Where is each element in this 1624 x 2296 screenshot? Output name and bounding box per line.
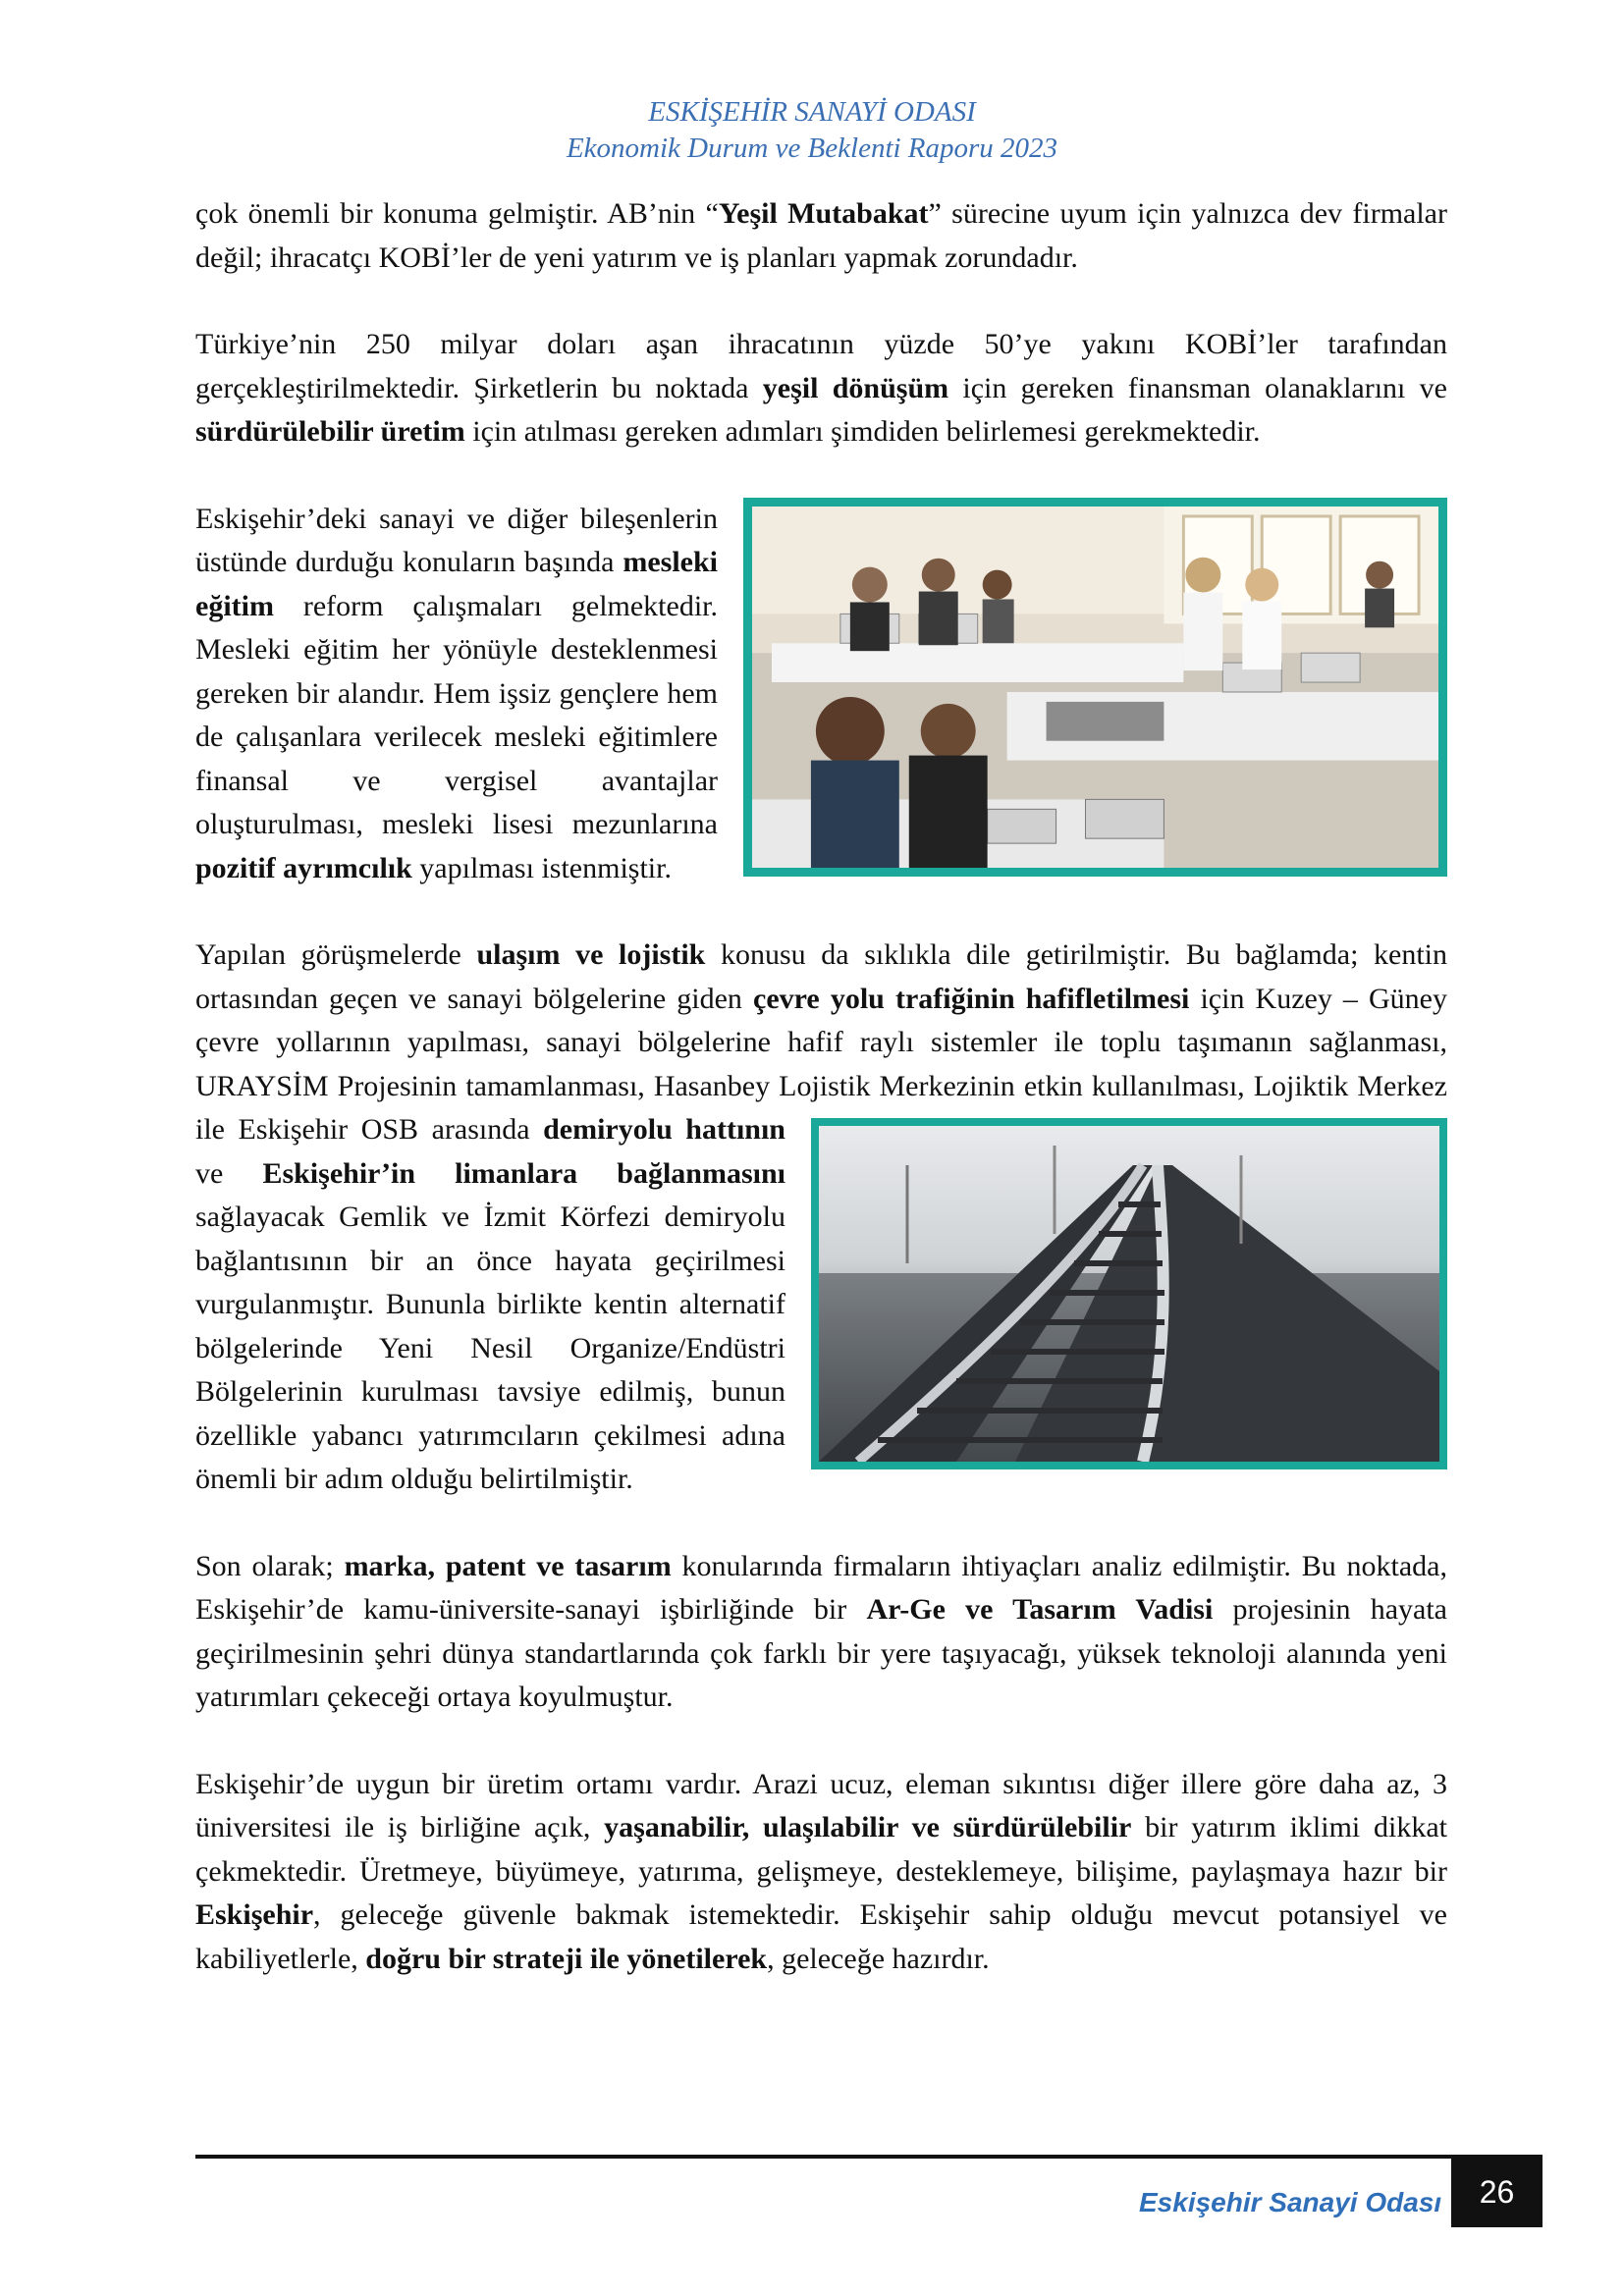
paragraph-conclusion: Eskişehir’de uygun bir üretim ortamı vardır. Arazi ucuz, eleman sıkıntısı diğer illere göre daha az, 3 üniversitesi ile iş birliğine açık, yaşanabilir, ulaşılabilir ve sürdürülebilir bir yatırım iklimi dikkat çekmektedir. Üretmeye, büyümeye, yatırıma, gelişmeye, desteklemeye, bilişime, paylaşmaya hazır bir Eskişehir, geleceğe güvenle bakmak istemektedir. Eskişehir sahip olduğu mevcut potansiyel ve kabiliyetlerle, doğru bir strateji ile yönetilerek, geleceğe hazırdır. — [195, 1767, 1448, 1975]
paragraph-vocational-training: Eskişehir’deki sanayi ve diğer bileşenlerin üstünde durduğu konuların başında mesleki eğitim reform çalışmaları gelmektedir. Mesleki eğitim her yönüyle desteklenmesi gereken bir alandır. Hem işsiz gençlere hem de çalışanlara verilecek mesleki eğitimlere finansal ve vergisel avantajlar oluşturulması, mesleki lisesi mezunlarına pozitif ayrımcılık yapılması istenmiştir. — [195, 498, 1447, 891]
paragraph-transport-logistics: Yapılan görüşmelerde ulaşım ve lojistik konusu da sıklıkla dile getirilmiştir. Bu bağlamda; kentin ortasından geçen ve sanayi bölgelerine giden çevre yolu trafiğinin hafifletilmesi için Kuzey – Güney çevre yollarının yapılması, sanayi bölgelerine hafif raylı sistemler ile toplu taşımanın sağlanması, URAYSİM Projesinin tamamlanması, Hasanbey Lojistik Merkezinin etkin kullanılması, Lojiktik Merkez ile Eskişehir OSB arasında demiryolu hattının ve Eskişehir’in limanlara bağlanmasını sağlayacak Gemlik ve İzmit Körfezi demiryolu bağlantısının bir an önce hayata geçirilmesi vurgulanmıştır. Bununla birlikte kentin alternatif bölgelerinde Yeni Nesil Organize/Endüstri Bölgelerinin kurulması tavsiye edilmiş, bunun özellikle yabancı yatırımcıların çekilmesi adına önemli bir adım olduğu belirtilmiştir. — [195, 938, 1448, 1495]
header-report-title: Ekonomik Durum ve Beklenti Raporu 2023 — [566, 133, 1058, 164]
classroom-photo — [743, 498, 1447, 877]
page-number: 26 — [1451, 2157, 1543, 2227]
page-header — [0, 94, 1624, 167]
header-org-name: ESKİŞEHİR SANAYİ ODASI — [648, 96, 976, 128]
paragraph-brand-patent: Son olarak; marka, patent ve tasarım konularında firmaların ihtiyaçları analiz edilmiştir. Bu noktada, Eskişehir’de kamu-üniversite-sanayi işbirliğinde bir Ar-Ge ve Tasarım Vadisi projesinin hayata geçirilmesinin şehri dünya standartlarında çok farklı bir yere taşıyacağı, yüksek teknoloji alanında yeni yatırımları çekeceği ortaya koyulmuştur. — [195, 1549, 1447, 1713]
main-content — [195, 192, 1447, 2024]
footer-org-name: Eskişehir Sanayi Odası — [1139, 2187, 1442, 2217]
paragraph-sme-exports: Türkiye’nin 250 milyar doları aşan ihracatının yüzde 50’ye yakını KOBİ’ler tarafından gerçekleştirilmektedir. Şirketlerin bu noktada yeşil dönüşüm için gereken finansman olanaklarını ve sürdürülebilir üretim için atılması gereken adımları şimdiden belirlemesi gerekmektedir. — [195, 328, 1447, 448]
railway-photo — [811, 1118, 1447, 1469]
paragraph-green-deal: çok önemli bir konuma gelmiştir. AB’nin “Yeşil Mutabakat” sürecine uyum için yalnızca dev firmalar değil; ihracatçı KOBİ’ler de yeni yatırım ve iş planları yapmak zorundadır. — [195, 197, 1447, 274]
footer-rule — [195, 2155, 1543, 2159]
